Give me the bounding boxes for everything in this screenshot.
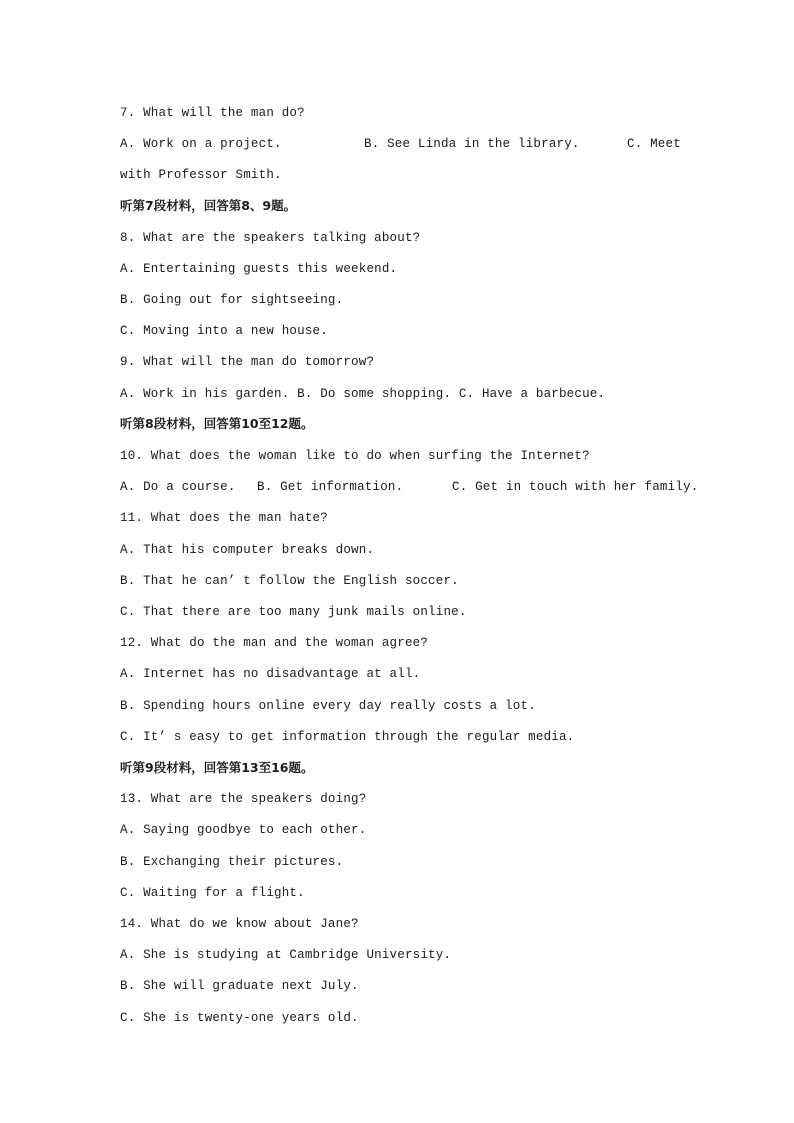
option-a: A. She is studying at Cambridge University. xyxy=(120,948,452,962)
option-c: C. Moving into a new house. xyxy=(120,324,328,338)
question-10-options xyxy=(0,479,794,495)
question-7: 7. What will the man do? xyxy=(120,106,305,120)
option-a: A. Internet has no disadvantage at all. xyxy=(120,667,421,681)
option-b: B. Going out for sightseeing. xyxy=(120,293,344,307)
option-b: B. That he can’ t follow the English soccer. xyxy=(120,574,459,588)
section-heading-9: 听第9段材料，回答第13至16题。 xyxy=(120,760,314,775)
option-b: B. She will graduate next July. xyxy=(120,979,359,993)
question-12: 12. What do the man and the woman agree? xyxy=(120,636,429,650)
option-c: C. She is twenty-one years old. xyxy=(120,1011,359,1025)
question-11: 11. What does the man hate? xyxy=(120,511,328,525)
question-10: 10. What does the woman like to do when surfing the Internet? xyxy=(120,449,590,463)
question-14: 14. What do we know about Jane? xyxy=(120,917,359,931)
question-7-options xyxy=(0,136,794,152)
question-8: 8. What are the speakers talking about? xyxy=(120,231,421,245)
option-a: A. Work on a project. xyxy=(120,137,282,151)
question-13: 13. What are the speakers doing? xyxy=(120,792,367,806)
option-a: A. Do a course. xyxy=(120,480,236,494)
option-a: A. Entertaining guests this weekend. xyxy=(120,262,398,276)
section-heading-7: 听第7段材料，回答第8、9题。 xyxy=(120,198,297,213)
option-a: A. Saying goodbye to each other. xyxy=(120,823,367,837)
section-heading-8: 听第8段材料，回答第10至12题。 xyxy=(120,416,314,431)
option-b: B. See Linda in the library. xyxy=(364,137,580,151)
option-c: C. It’ s easy to get information through the regular media. xyxy=(120,730,575,744)
option-c: C. That there are too many junk mails online. xyxy=(120,605,467,619)
option-b: B. Exchanging their pictures. xyxy=(120,855,344,869)
option-a: A. That his computer breaks down. xyxy=(120,543,375,557)
option-c: C. Meet xyxy=(627,137,681,151)
question-7-option-c-continued: with Professor Smith. xyxy=(120,168,282,182)
question-9-options: A. Work in his garden. B. Do some shopping. C. Have a barbecue. xyxy=(120,387,606,401)
option-c: C. Waiting for a flight. xyxy=(120,886,305,900)
question-9: 9. What will the man do tomorrow? xyxy=(120,355,375,369)
option-b: B. Get information. xyxy=(257,480,404,494)
option-c: C. Get in touch with her family. xyxy=(452,480,699,494)
option-b: B. Spending hours online every day really costs a lot. xyxy=(120,699,536,713)
